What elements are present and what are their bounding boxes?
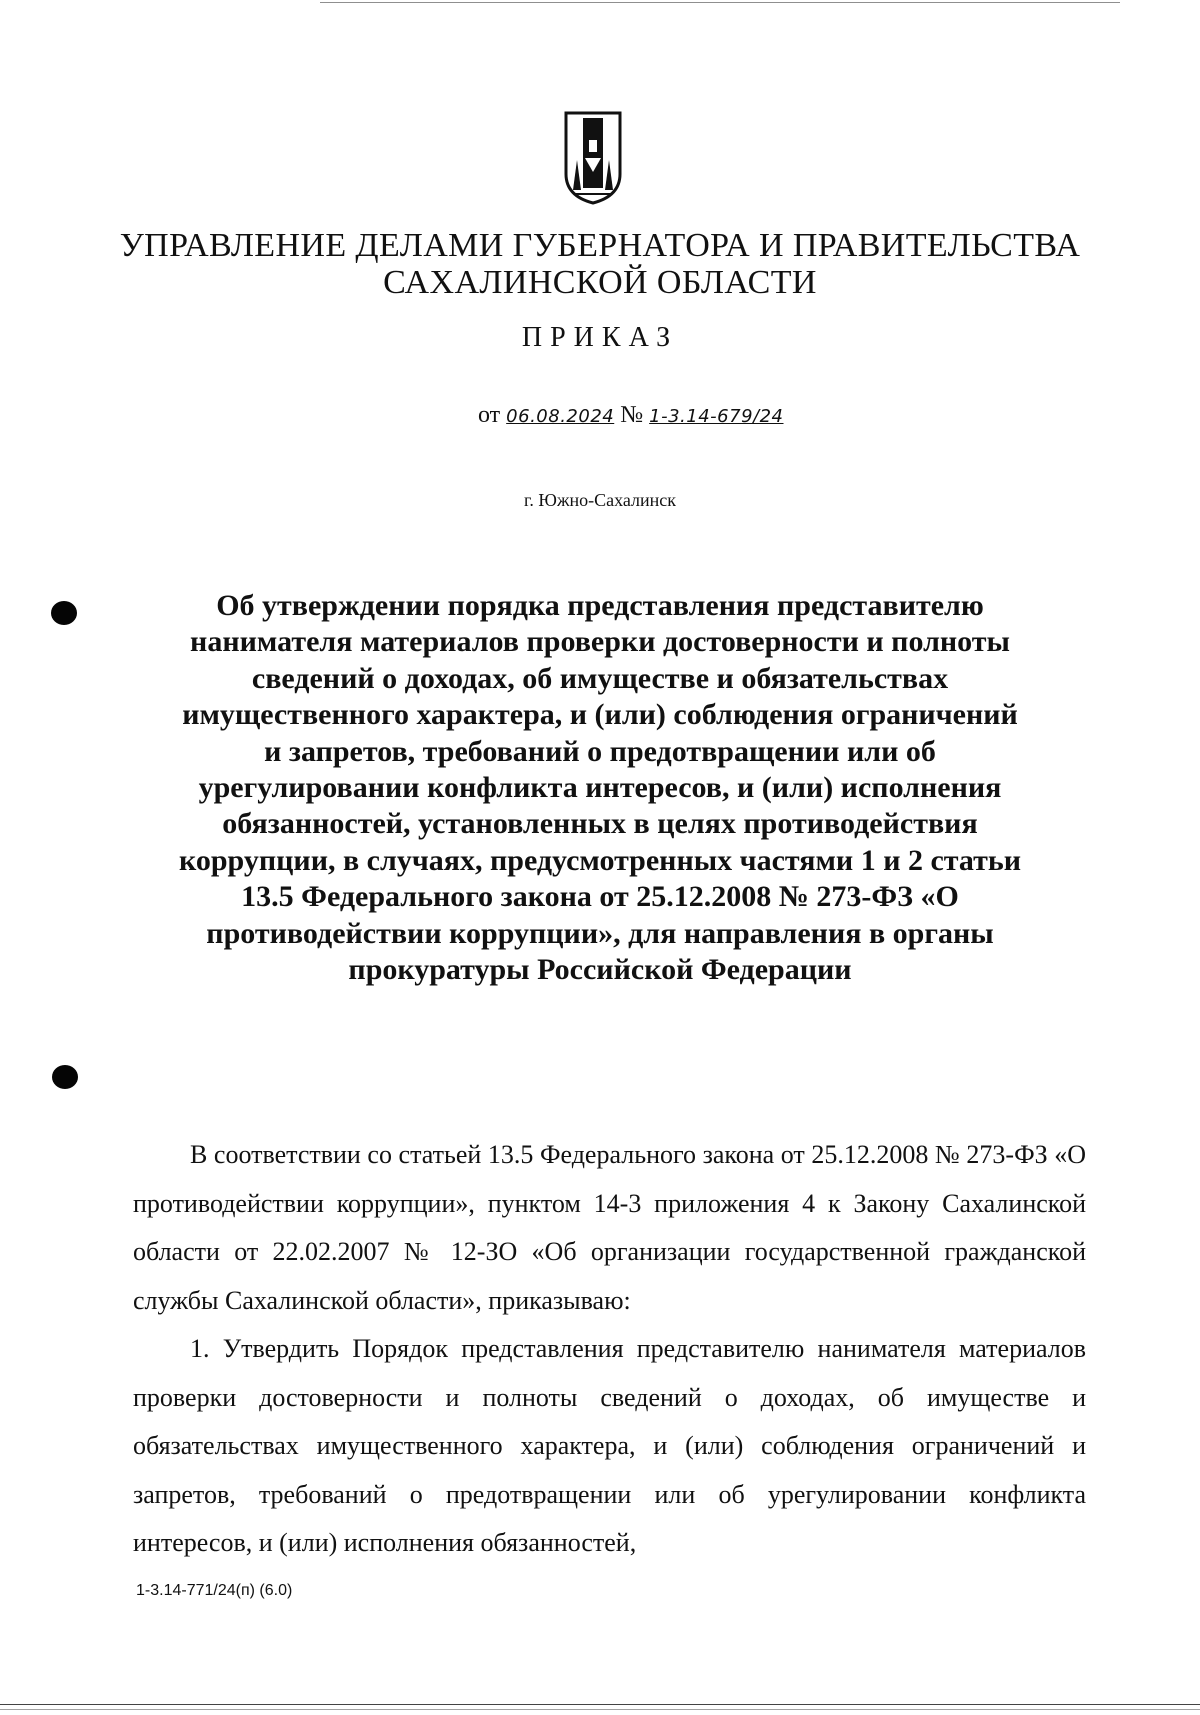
scan-edge-line	[0, 1704, 1200, 1705]
number-prefix: №	[620, 402, 644, 428]
sakhalin-coat-of-arms-icon	[563, 110, 623, 206]
scan-edge-line	[0, 1709, 1200, 1710]
organization-name-line1: УПРАВЛЕНИЕ ДЕЛАМИ ГУБЕРНАТОРА И ПРАВИТЕЛЬСТВА	[119, 227, 1081, 264]
punch-hole-icon	[52, 1065, 78, 1089]
document-type: ПРИКАЗ	[521, 322, 679, 353]
number-value: 1-3.14-679/24	[649, 406, 784, 427]
city-name: г. Южно-Сахалинск	[523, 490, 677, 510]
date-number-line	[478, 402, 784, 429]
footer-document-code: 1-3.14-771/24(п) (6.0)	[136, 1582, 293, 1599]
organization-name-line2: САХАЛИНСКОЙ ОБЛАСТИ	[383, 264, 817, 301]
document-title: Об утверждении порядка представления представителю нанимателя материалов проверки достоверности и полноты сведений о доходах, об имуществе и обязательствах имущественного характера, и (или) соблюдения ограничений и запретов, требований о предотвращении или об урегулировании конфликта интересов, и (или) исполнения обязанностей, установленных в целях противодействия коррупции, в случаях, предусмотренных частями 1 и 2 статьи 13.5 Федерального закона от 25.12.2008 № 273-ФЗ «О противодействии коррупции», для направления в органы прокуратуры Российской Федерации	[178, 589, 1022, 987]
body-paragraph-1: В соответствии со статьей 13.5 Федерального закона от 25.12.2008 № 273-ФЗ «О противодействии коррупции», пунктом 14-3 приложения 4 к Закону Сахалинской области от 22.02.2007 № 12-ЗО «Об организации государственной гражданской службы Сахалинской области», приказываю:	[133, 1140, 1086, 1315]
date-value: 06.08.2024	[506, 406, 615, 427]
body-paragraph-2: 1. Утвердить Порядок представления представителю нанимателя материалов проверки достоверности и полноты сведений о доходах, об имуществе и обязательствах имущественного характера, и (или) соблюдения ограничений и запретов, требований о предотвращении или об урегулировании конфликта интересов, и (или) исполнения обязанностей,	[133, 1334, 1086, 1557]
punch-hole-icon	[51, 601, 77, 625]
scan-edge-line	[320, 2, 1120, 3]
date-prefix: от	[478, 402, 501, 428]
